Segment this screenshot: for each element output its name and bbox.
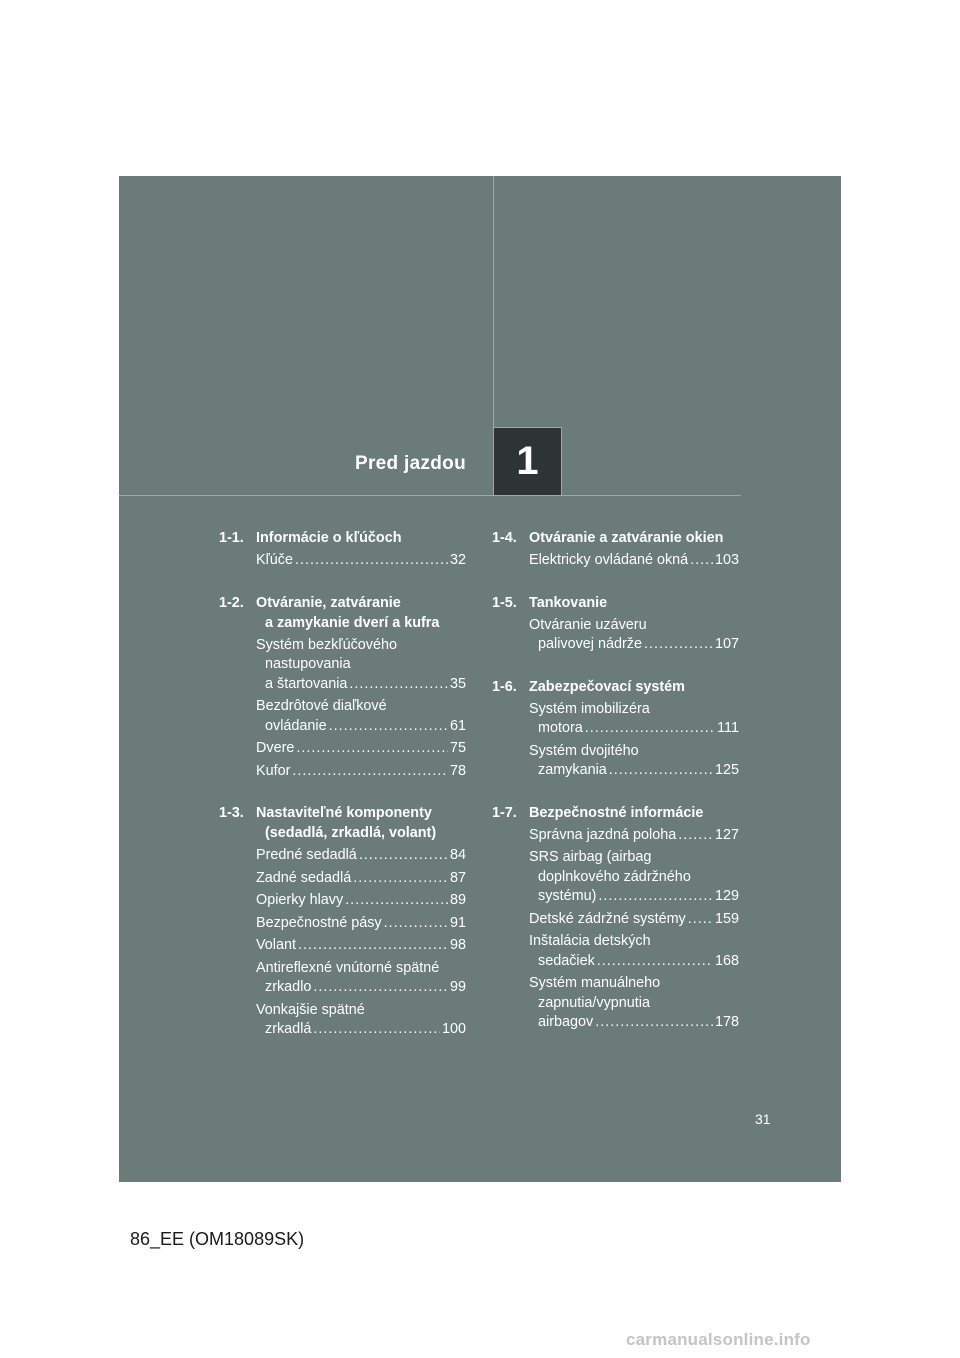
toc-entry[interactable] [529,616,739,655]
chapter-heading-title [256,803,466,843]
chapter-heading-line: Otváranie a zatváranie okien [529,530,724,546]
toc-entry[interactable] [529,932,739,971]
toc-entry-page: 129 [714,888,739,904]
toc-chapter [219,803,466,1040]
chapter-heading-title [529,593,739,613]
toc-entry-text: Opierky hlavy [256,892,344,908]
toc-entries [492,826,739,1033]
watermark: carmanualsonline.info [626,1330,811,1349]
chapter-heading-line: (sedadlá, zrkadlá, volant) [265,825,437,841]
toc-column-left [219,528,466,1062]
chapter-panel [119,176,841,1182]
page-number: 31 [755,1111,771,1127]
toc-entry-text: Kufor [256,762,291,779]
chapter-heading-line: a zamykanie dverí a kufra [265,614,440,631]
toc-entry[interactable] [529,700,739,739]
toc-entry-line: nastupovania [265,656,351,672]
toc-entry-last-line [256,762,466,782]
toc-entry[interactable] [256,551,466,571]
toc-entry-text: Správna jazdná poloha [529,826,677,843]
chapter-heading-title [256,528,466,548]
toc-entry[interactable] [256,869,466,889]
toc-entry-line: doplnkového zádržného [538,868,691,885]
toc-dot-leader [329,717,448,737]
toc-dot-leader [598,887,713,907]
toc-entry-text: Elektricky ovládané okná [529,552,689,568]
toc-entry-page: 87 [449,869,466,886]
toc-dot-leader [595,1013,713,1033]
toc-entry-page: 75 [449,740,466,756]
toc-chapter [492,528,739,571]
toc-entry-last-line [529,1013,739,1033]
toc-entry-last-line [256,739,466,759]
toc-dot-leader [690,551,713,571]
toc-chapter [219,528,466,571]
toc-entry-line: Systém manuálneho [529,975,661,991]
toc-entry-page: 111 [717,720,739,736]
chapter-heading-title [529,803,739,823]
toc-entry-text: Kľúče [256,552,293,568]
toc-entry-text: Volant [256,937,297,953]
toc-entry-line: Antireflexné vnútorné spätné [256,959,440,976]
toc-entry-line: Otváranie uzáveru [529,616,647,633]
toc-entry-page: 159 [714,910,739,927]
toc-entry-last-line [529,826,739,846]
section-title: Pred jazdou [355,453,466,474]
toc-entry-last-line [529,910,739,930]
toc-column-right [492,528,739,1055]
toc-entry[interactable] [529,742,739,781]
toc-dot-leader [298,936,448,956]
toc-entry-text: airbagov [538,1014,594,1030]
toc-entry-line: zapnutia/vypnutia [538,994,651,1011]
toc-entry[interactable] [529,910,739,930]
chapter-heading-line: Nastaviteľné komponenty [256,805,432,821]
toc-entries [492,616,739,655]
toc-entry[interactable] [256,739,466,759]
toc-chapter [492,677,739,781]
toc-entry-text: zrkadlo [265,979,312,995]
chapter-heading-line: Zabezpečovací systém [529,678,685,695]
toc-entry-last-line [256,846,466,866]
toc-entry-page: 89 [449,892,466,908]
toc-entry-page: 107 [714,636,739,652]
chapter-heading[interactable] [492,528,739,548]
toc-entry-text: Detské zádržné systémy [529,910,686,927]
chapter-heading-number: 1-5. [492,594,517,611]
toc-entry-last-line [529,761,739,781]
toc-entry-line: Inštalácia detských [529,933,651,949]
toc-entry-text: a štartovania [265,675,348,692]
chapter-heading-line: Bezpečnostné informácie [529,804,704,821]
chapter-heading-line: Informácie o kľúčoch [256,530,402,546]
toc-entry[interactable] [529,826,739,846]
toc-dot-leader [353,869,448,889]
document-code: 86_EE (OM18089SK) [130,1229,305,1249]
chapter-heading-title [529,528,739,548]
toc-entry-last-line [529,551,739,571]
toc-dot-leader [349,675,448,695]
toc-entry-line: Systém dvojitého [529,742,639,759]
toc-entry-line: Vonkajšie spätné [256,1001,365,1018]
toc-chapter [219,593,466,782]
toc-entry-text: sedačiek [538,952,595,969]
toc-entries [492,551,739,571]
toc-dot-leader [295,551,448,571]
toc-entry[interactable] [256,846,466,866]
toc-chapter [492,803,739,1033]
toc-entry-text: Bezpečnostné pásy [256,914,382,931]
toc-dot-leader [644,635,713,655]
toc-entry-page: 98 [449,937,466,953]
toc-entry-line: SRS airbag (airbag [529,849,652,865]
toc-entry-page: 125 [714,762,739,778]
toc-entry[interactable] [256,697,466,736]
toc-entry-page: 127 [714,826,739,843]
chapter-heading-number: 1-2. [219,594,244,611]
toc-entry-page: 168 [714,952,739,969]
toc-entry-line: Systém imobilizéra [529,700,650,717]
toc-entry-last-line [256,978,466,998]
toc-entry-last-line [256,717,466,737]
toc-entry-text: Dvere [256,740,295,756]
chapter-heading-number: 1-6. [492,678,517,695]
toc-entry[interactable] [256,636,466,695]
vertical-divider [493,176,494,427]
toc-dot-leader [296,739,448,759]
toc-entry-last-line [256,891,466,911]
toc-entry-last-line [529,952,739,972]
toc-entry-page: 178 [714,1014,739,1030]
toc-entry[interactable] [529,974,739,1033]
chapter-heading-title [529,677,739,697]
toc-entry-text: ovládanie [265,717,327,734]
chapter-heading[interactable] [219,593,466,633]
chapter-heading-number: 1-4. [492,530,517,546]
toc-dot-leader [292,762,448,782]
toc-entry[interactable] [256,762,466,782]
toc-entry-page: 99 [449,979,466,995]
toc-entry-text: zrkadlá [265,1021,312,1037]
toc-entry-page: 100 [441,1021,466,1037]
toc-chapter [492,593,739,655]
horizontal-divider [119,495,741,496]
toc-entry-page: 78 [449,762,466,779]
toc-entry[interactable] [256,891,466,911]
chapter-heading[interactable] [492,677,739,697]
toc-entries [219,846,466,1040]
toc-dot-leader [313,1020,440,1040]
toc-entries [219,636,466,782]
chapter-heading-line: Tankovanie [529,594,608,611]
toc-entry-line: Bezdrôtové diaľkové [256,698,387,714]
toc-entry-text: systému) [538,888,597,904]
toc-dot-leader [609,761,713,781]
chapter-heading-line: Otváranie, zatváranie [256,594,401,611]
toc-dot-leader [688,910,713,930]
toc-entry-last-line [256,936,466,956]
chapter-heading[interactable] [492,593,739,613]
chapter-number: 1 [516,439,539,483]
toc-entry[interactable] [529,848,739,907]
toc-dot-leader [597,952,713,972]
toc-entry-text: palivovej nádrže [538,636,642,652]
toc-entry[interactable] [529,551,739,571]
toc-entry-page: 84 [449,847,466,863]
chapter-heading-number: 1-3. [219,805,244,821]
toc-entry[interactable] [256,959,466,998]
toc-dot-leader [585,719,715,739]
toc-dot-leader [678,826,713,846]
chapter-heading[interactable] [492,803,739,823]
toc-entry-last-line [529,719,739,739]
toc-entry-last-line [256,551,466,571]
chapter-heading[interactable] [219,528,466,548]
toc-dot-leader [359,846,448,866]
toc-dot-leader [384,914,448,934]
chapter-heading-number: 1-1. [219,530,244,546]
toc-entry-line: Systém bezkľúčového [256,636,397,653]
toc-entry-page: 35 [449,675,466,692]
toc-entry-page: 61 [449,717,466,734]
toc-entry-text: Predné sedadlá [256,847,357,863]
toc-entries [219,551,466,571]
toc-entry-last-line [529,887,739,907]
toc-entry-text: zamykania [538,762,607,778]
toc-entry-text: Zadné sedadlá [256,869,352,886]
toc-entry-page: 32 [449,552,466,568]
chapter-number-box [493,427,562,496]
toc-entry[interactable] [256,936,466,956]
toc-entry[interactable] [256,1001,466,1040]
toc-entry[interactable] [256,914,466,934]
toc-entry-text: motora [538,720,583,736]
toc-entry-last-line [256,869,466,889]
toc-entry-last-line [256,675,466,695]
toc-entries [492,700,739,781]
toc-entry-last-line [256,914,466,934]
toc-dot-leader [313,978,448,998]
toc-entry-last-line [256,1020,466,1040]
chapter-heading[interactable] [219,803,466,843]
chapter-heading-title [256,593,466,633]
toc-entry-page: 103 [714,552,739,568]
toc-dot-leader [345,891,448,911]
chapter-heading-number: 1-7. [492,804,517,821]
toc-entry-last-line [529,635,739,655]
toc-entry-page: 91 [449,914,466,931]
